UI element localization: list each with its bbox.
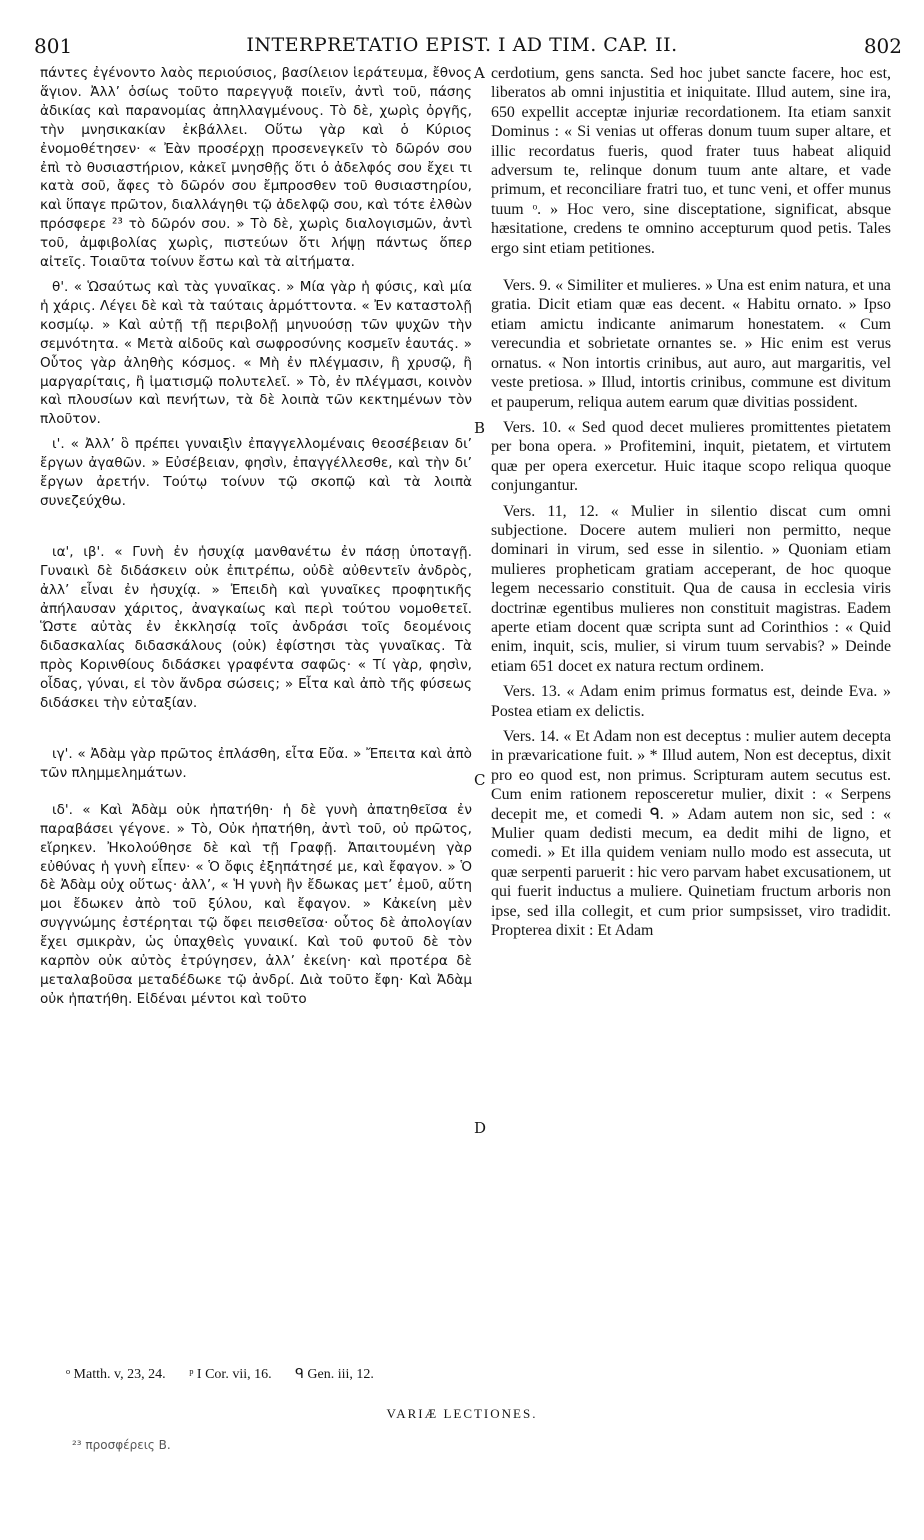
latin-paragraph: Vers. 10. « Sed quod decet mulieres promittentes pietatem per bona opera. » Profitemini, inquit, pietatem, et virtutem quæ per opera exercetur. Huic itaque scopo reliqua quoque conjungantur. [491, 418, 891, 495]
footnotes [66, 1366, 394, 1383]
latin-paragraph: Vers. 14. « Et Adam non est deceptus : mulier autem decepta in prævaricatione fuit. » * Illud autem, Non est deceptus, dixit pro eo quod est, non primus. Scripturam autem secutus est. Cum enim rationem reposceretur mulier, dixit : « Serpens decepit me, et comedi ᑫ. » Adam autem non sic, sed : « Mulier quam dedisti mecum, ea dedit mihi de ligno, et comedi. » Et illa quidem veniam nullo modo est assecuta, ut quæ serpenti paruerit : hic vero parvam habet excusationem, ut qui fuerit inductus a muliere. Quinetiam fructum arboris non ipse, sed illa collegit, et cum prior sumpsisset, viro tradidit. Propterea dixit : Et Adam [491, 728, 891, 940]
greek-paragraph: ιγ'. « Ἀδὰμ γὰρ πρῶτος ἐπλάσθη, εἶτα Εὔα. » Ἔπειτα καὶ ἀπὸ τῶν πλημμελημάτων. [40, 746, 472, 781]
latin-paragraph: Vers. 13. « Adam enim primus formatus est, deinde Eva. » Postea etiam ex delictis. [491, 683, 891, 720]
latin-paragraph: cerdotium, gens sancta. Sed hoc jubet sancte facere, hoc est, liberatos ab omni injustitia et iniquitate. Illud autem, sine ira, 650 expellit acceptæ injuriæ recordationem. Ita etiam sanxit Dominus : « Si venias ut offeras donum tuum super altare, et illic recordatus fueris, quod frater tuus habeat aliquid adversum te, relinque donum tuum ante altare, et vade primum, et reconciliare fratri tuo, et tunc veni, et offer munus tuum ᵒ. » Hoc vero, sine disceptatione, significat, absque hæsitatione, credens te omnino accepturum quod petis. Tales ergo sint etiam petitiones. [491, 65, 891, 257]
latin-paragraph: Vers. 9. « Similiter et mulieres. » Una est enim natura, et una gratia. Dicit etiam quæ eas decent. « Habitu ornato. » Ipso etiam amictu indicante animarum honestatem. « Cum verecundia et sobrietate ornantes se. » Hic enim est verus ornatus. « Non intortis crinibus, aut auro, aut margaritis, vel veste pretiosa. » Illud, intortis crinibus, commune est divitum et pauperum, reliqua autem earum quæ divitias possident. [491, 277, 891, 411]
latin-paragraph: Vers. 11, 12. « Mulier in silentio discat cum omni subjectione. Docere autem mulieri non permitto, neque dominari in virum, sed esse in silentio. » Quoniam etiam mulieres propheticam gratiam acceperant, de hoc quoque legem necessario constituit. Qua de causa in ecclesia viris doctrinæ egentibus mulieres non constituit magistras. Eadem aperte etiam docent quæ scripta sunt ad Corinthios : « Quid enim, inquit, scis, mulier, si virum tuum servabis? » Deinde etiam 651 docet ex natura rectum ordinem. [491, 502, 891, 675]
margin-letter: C [474, 771, 486, 789]
greek-paragraph: ια', ιβ'. « Γυνὴ ἐν ἡσυχίᾳ μανθανέτω ἐν πάσῃ ὑποταγῇ. Γυναικὶ δὲ διδάσκειν οὐκ ἐπιτρέπω, οὐδὲ αὐθεντεῖν ἀνδρὸς, ἀλλ’ εἶναι ἐν ἡσυχίᾳ. » Ἐπειδὴ καὶ γυναῖκες προφητικῆς ἀπήλαυσαν χάριτος, ἀναγκαίως καὶ περὶ τούτου νομοθετεῖ. Ὥστε αὐτὰς ἐν ἐκκλησίᾳ τοῖς ἀνδράσι τοῖς δεομένοις διδασκαλίας διδασκάλους (οὐκ) ἐφίστησι τὰς γυναῖκας. Τὰ πρὸς Κορινθίους διδάσκει γραφέντα σαφῶς· « Τί γὰρ, φησὶν, οἶδας, γύναι, εἰ τὸν ἄνδρα σώσεις; » Εἶτα καὶ ἀπὸ τῆς φύσεως διδάσκει τὴν εὐταξίαν. [40, 543, 472, 712]
page-number-left: 801 [34, 34, 73, 58]
variae-lectiones-heading: VARIÆ LECTIONES. [386, 1406, 538, 1421]
greek-paragraph: ι'. « Ἀλλ’ ὃ πρέπει γυναιξὶν ἐπαγγελλομέναις θεοσέβειαν δι’ ἔργων ἀγαθῶν. » Εὐσέβειαν, φησὶν, ἐπαγγέλλεσθε, καὶ τὴν δι’ ἔργων ἀρετήν. Τούτῳ τοίνυν τῷ σκοπῷ καὶ τὰ λοιπὰ συνεζεύχθω. [40, 436, 472, 509]
margin-letter: B [474, 419, 486, 437]
margin-letter: D [474, 1119, 487, 1137]
page-number-right: 802 [863, 34, 902, 58]
latin-column [491, 64, 891, 940]
margin-letter: A [474, 64, 485, 82]
greek-column [40, 64, 472, 1009]
variant-reading: ²³ προσφέρεις B. [72, 1438, 171, 1452]
footnote: ᑫ Gen. iii, 12. [295, 1367, 374, 1382]
footnote: ᵒ Matth. v, 23, 24. [66, 1367, 166, 1382]
greek-paragraph: θ'. « Ὡσαύτως καὶ τὰς γυναῖκας. » Μία γὰρ ἡ φύσις, καὶ μία ἡ χάρις. Λέγει δὲ καὶ τὰ ταύταις ἁρμόττοντα. « Ἐν καταστολῇ κοσμίῳ. » Καὶ αὐτῇ τῇ περιβολῇ μηνυούσῃ τῶν ψυχῶν τὴν σεμνότητα. « Μετὰ αἰδοῦς καὶ σωφροσύνης κοσμεῖν ἑαυτάς. » Οὗτος γὰρ ἀληθὴς κόσμος. « Μὴ ἐν πλέγμασιν, ἢ χρυσῷ, ἢ μαργαρίταις, ἢ ἱματισμῷ πολυτελεῖ. » Τὸ, ἐν πλέγμασι, κοινὸν καὶ πλουσίων καὶ πενήτων, τὰ δὲ λοιπὰ τῶν κεκτημένων τὸν πλοῦτον. [40, 278, 472, 428]
page-header [22, 34, 902, 60]
running-title: INTERPRETATIO EPIST. I AD TIM. CAP. II. [246, 34, 678, 56]
greek-paragraph: ιδ'. « Καὶ Ἀδὰμ οὐκ ἠπατήθη· ἡ δὲ γυνὴ ἀπατηθεῖσα ἐν παραβάσει γέγονε. » Τὸ, Οὐκ ἠπατήθη, ἀντὶ τοῦ, οὐ πρῶτος, εἴρηκεν. Ἠκολούθησε δὲ καὶ τῇ Γραφῇ. Ἀπαιτουμένη γὰρ εὐθύνας ἡ γυνὴ εἶπεν· « Ὁ ὄφις ἐξηπάτησέ με, καὶ ἔφαγον. » Ὁ δὲ Ἀδὰμ οὐχ οὕτως· ἀλλ’, « Ἡ γυνὴ ἣν ἔδωκας μετ’ ἐμοῦ, αὕτη μοι ἔδωκεν ἀπὸ τοῦ ξύλου, καὶ ἔφαγον. » Κἀκείνη μὲν συγγνώμης ἐστέρηται τῷ ὄφει πεισθεῖσα· οὗτος δὲ ἀπολογίαν ἔχει σμικρὰν, ὡς ὑπαχθεὶς γυναικί. Καὶ τοῦ φυτοῦ δὲ τὸν καρπὸν οὐκ αὐτὸς ἐτρύγησεν, ἀλλ’ ἐκείνη· καὶ προτέρα δὲ μεταλαβοῦσα μεταδέδωκε τῷ ἀνδρί. Διὰ τοῦτο ἔφη· Καὶ Ἀδὰμ οὐκ ἠπατήθη. Εἰδέναι μέντοι καὶ τοῦτο [40, 801, 472, 1007]
footnote: ᵖ I Cor. vii, 16. [189, 1367, 272, 1382]
greek-paragraph: πάντες ἐγένοντο λαὸς περιούσιος, βασίλειον ἱεράτευμα, ἔθνος ἅγιον. Ἀλλ’ ὁσίως τοῦτο παρεγγυᾷ ποιεῖν, ἀντὶ τοῦ, πάσης ἀδικίας καὶ παρανομίας ἀπηλλαγμένους. Τὸ δὲ, χωρὶς ὀργῆς, τὴν μνησικακίαν ἐκβάλλει. Οὕτω γὰρ καὶ ὁ Κύριος ἐνομοθέτησεν· « Ἐὰν προσέρχῃ προσενεγκεῖν τὸ δῶρόν σου ἐπὶ τὸ θυσιαστήριον, κἀκεῖ μνησθῇς ὅτι ὁ ἀδελφός σου ἔχει τι κατὰ σοῦ, ἄφες τὸ δῶρόν σου ἔμπροσθεν τοῦ θυσιαστηρίου, καὶ ὕπαγε πρῶτον, διαλλάγηθι τῷ ἀδελφῷ σου, καὶ τότε ἐλθὼν πρόσφερε ²³ τὸ δῶρόν σου. » Τὸ δὲ, χωρὶς διαλογισμῶν, ἀντὶ τοῦ, ἀμφιβολίας χωρὶς, πιστεύων ὅτι λήψῃ πάντως ὅπερ αἰτεῖς. Τοιαῦτα τοίνυν ἔστω καὶ τὰ αἰτήματα. [40, 65, 472, 271]
margin-letters [474, 64, 490, 1164]
